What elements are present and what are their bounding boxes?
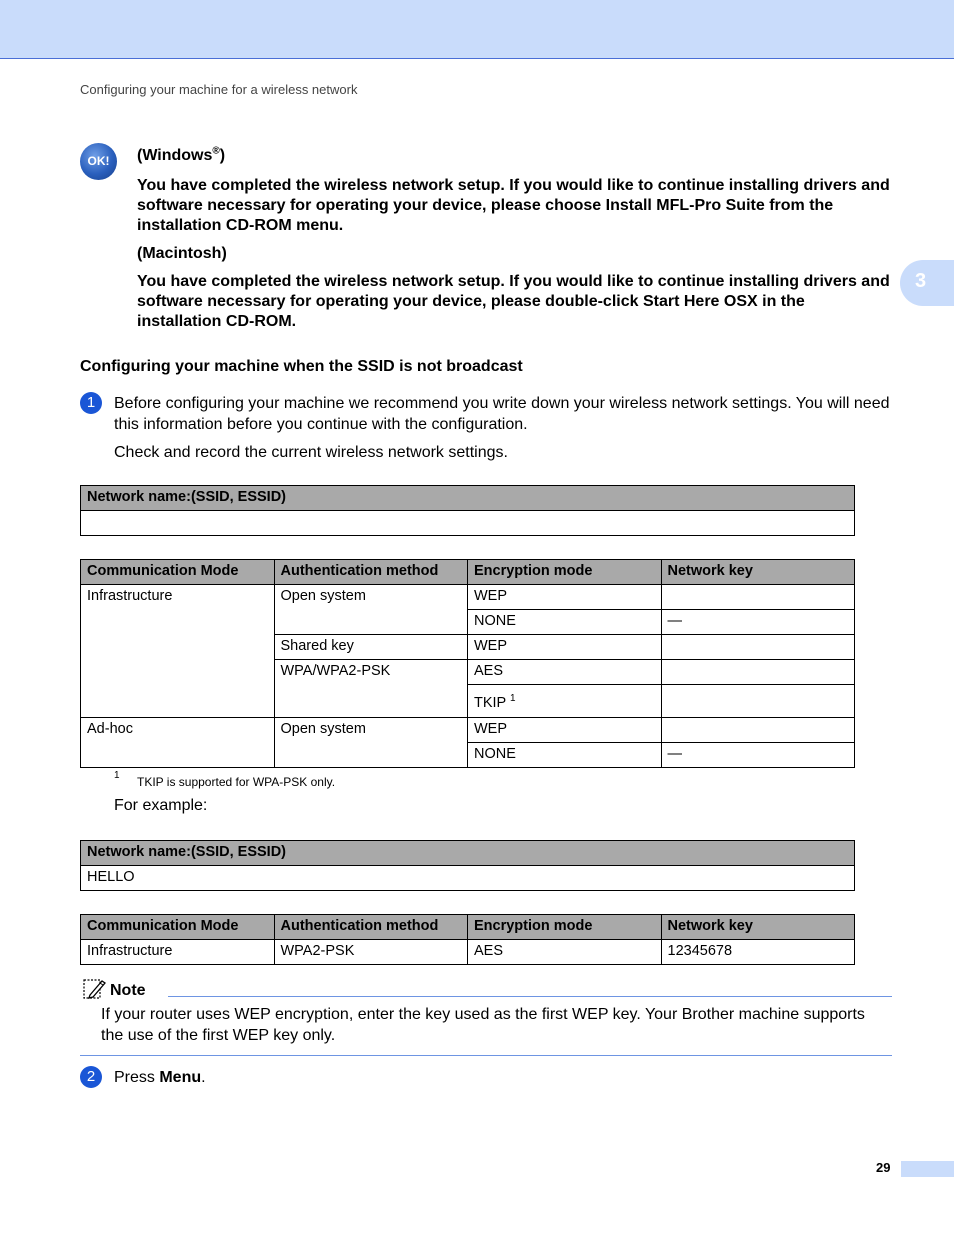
col-header-authentication-method: Authentication method [274,915,468,940]
example-ssid-value: HELLO [81,866,855,891]
example-ssid-table [80,840,855,891]
footnote-text: TKIP is supported for WPA-PSK only. [137,775,336,789]
cell-key [661,717,855,742]
cell-open-system: Open system [274,717,468,767]
example-cell-auth: WPA2-PSK [274,940,468,965]
mac-text: You have completed the wireless network setup. If you would like to continue installing drivers and software necessary for operating your device, please double-click Start Here OSX in the installation CD-ROM. [137,273,890,330]
footnote-mark: 1 [114,770,120,781]
step-1-text [114,393,892,463]
example-cell-encryption: AES [468,940,662,965]
mac-heading: (Macintosh) [137,245,227,262]
windows-text: You have completed the wireless network setup. If you would like to continue installing drivers and software necessary for operating your device, please choose Install MFL-Pro Suite from the installation CD-ROM menu. [137,177,890,234]
note-divider-bottom [80,1055,892,1056]
cell-adhoc: Ad-hoc [81,717,275,767]
col-header-network-key: Network key [661,915,855,940]
example-label: For example: [114,797,208,814]
running-header: Configuring your machine for a wireless network [80,82,358,97]
cell-wpa-psk: WPA/WPA2-PSK [274,660,468,718]
footnote-ref: 1 [510,693,516,704]
cell-tkip: TKIP $^1$ [468,685,662,718]
col-header-communication-mode: Communication Mode [81,560,275,585]
col-header-authentication-method: Authentication method [274,560,468,585]
example-settings-table [80,914,855,965]
cell-aes: AES [468,660,662,685]
ssid-table [80,485,855,536]
example-cell-mode: Infrastructure [81,940,275,965]
ok-icon: OK! [80,143,117,180]
cell-infrastructure: Infrastructure [81,585,275,718]
ssid-table-header: Network name:(SSID, ESSID) [81,486,855,511]
settings-table [80,559,855,768]
cell-shared-key: Shared key [274,635,468,660]
example-cell-key: 12345678 [661,940,855,965]
note-text: If your router uses WEP encryption, enter the key used as the first WEP key. Your Brother machine supports the use of the first WEP key only. [101,1006,865,1044]
example-ssid-header: Network name:(SSID, ESSID) [81,841,855,866]
cell-open-system: Open system [274,585,468,635]
page-number: 29 [876,1160,891,1175]
top-header-band [0,0,954,59]
cell-key-dash: — [661,742,855,767]
cell-key [661,585,855,610]
cell-wep: WEP [468,585,662,610]
cell-wep: WEP [468,635,662,660]
section-heading: Configuring your machine when the SSID is not broadcast [80,358,523,375]
completion-message [137,146,893,332]
cell-key [661,685,855,718]
chapter-number: 3 [915,270,927,292]
col-header-network-key: Network key [661,560,855,585]
cell-key-dash: — [661,610,855,635]
cell-none: NONE [468,610,662,635]
note-title: Note [110,982,146,999]
col-header-communication-mode: Communication Mode [81,915,275,940]
cell-wep: WEP [468,717,662,742]
menu-key-label: Menu [159,1069,202,1086]
cell-none: NONE [468,742,662,767]
ssid-table-cell [81,511,855,536]
cell-key [661,660,855,685]
page-tab [901,1161,954,1177]
cell-key [661,635,855,660]
col-header-encryption-mode: Encryption mode [468,915,662,940]
step-2-text: Press Menu. [114,1069,206,1086]
chapter-tab [900,260,954,306]
step-2-badge: 2 [80,1066,102,1088]
step-1-paragraph: Before configuring your machine we recommend you write down your wireless network settings. You will need this information before you continue with the configuration. [114,395,890,433]
note-divider-top [168,996,892,997]
note-pencil-icon [82,977,106,1001]
windows-heading: (Windows®) [137,145,226,164]
col-header-encryption-mode: Encryption mode [468,560,662,585]
step-1-badge: 1 [80,392,102,414]
step-1-paragraph-2: Check and record the current wireless network settings. [114,444,508,461]
